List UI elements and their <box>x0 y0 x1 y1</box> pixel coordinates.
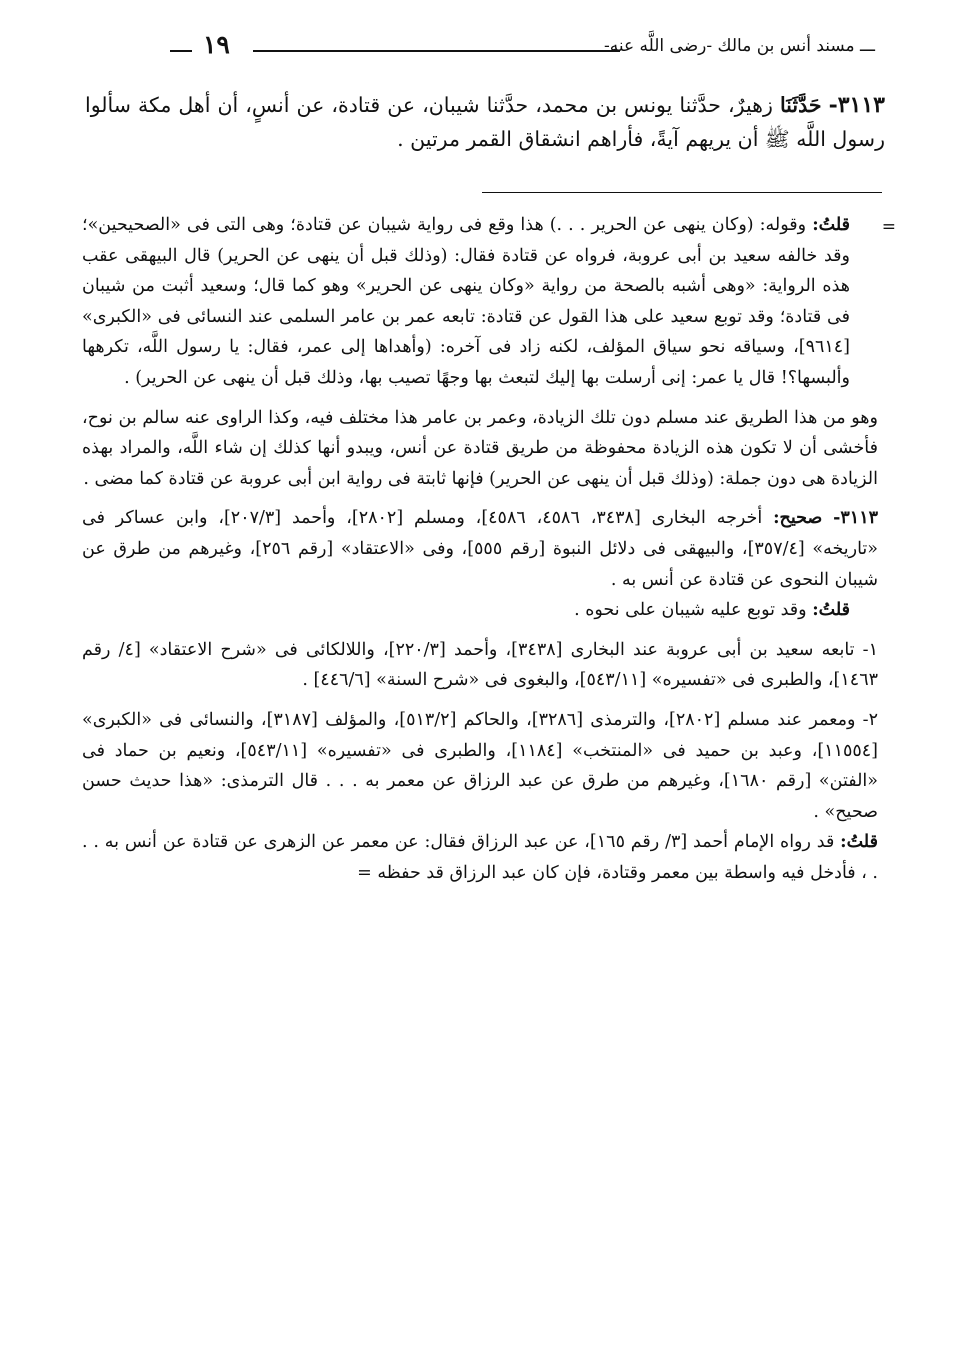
note-paragraph-4 <box>82 595 878 626</box>
header-dash <box>170 50 192 52</box>
hadith-body: زهيرٌ، حدَّثنا يونس بن محمد، حدَّثنا شيبان، عن قتادة، عن أنسٍ، أن أهل مكة سألوا رسول اللَّه ﷺ أن يريهم آيةً، فأراهم انشقاق القمر مرتين . <box>85 93 885 151</box>
takhrij-paragraph <box>82 503 878 595</box>
header-rule <box>253 50 620 52</box>
note-text: قد رواه الإمام أحمد [٣/ رقم ١٦٥]، عن عبد الرزاق فقال: عن معمر عن الزهرى عن قتادة عن أنس به . . . ، فأدخل فيه واسطة بين معمر وقتادة، فإن كان عبد الرزاق قد حفظه = <box>82 832 878 883</box>
hadith-number: ٣١١٣- <box>828 92 885 118</box>
running-header <box>85 30 875 66</box>
note-text: وقوله: (وكان ينهى عن الحرير . . .) هذا وقع فى رواية شيبان عن قتادة؛ وهى التى فى «الصحيحين»؛ وقد خالفه سعيد بن أبى عروبة، فرواه عن قتادة فقال: (وذلك قبل أن ينهى عن الحرير) قال البيهقى عقب هذه الرواية: «وهى أشبه بالصحة من رواية «وكان ينهى عن الحرير» وهو كما قال؛ وسعيد أثبت من شيبان فى قتادة؛ وقد توبع سعيد على هذا القول عن قتادة: تابعه عمر بن عامر السلمى عند النسائى فى «الكبرى» [٩٦١٤]، وسياقه نحو سياق المؤلف، لكنه زاد فى آخره: (وأهداها إلى عمر، فقال: يا رسول اللَّه، تكرهها وألبسها؟! قال يا عمر: إنى أرسلت بها إليك لتبعث بها وجهًا تصيب بها، وذلك قبل أن ينهى عن الحرير) . <box>82 215 850 388</box>
hadith-text <box>85 88 885 156</box>
continuation-marker: = <box>881 217 896 237</box>
note-paragraph-1 <box>82 210 878 394</box>
note-text: ٢- ومعمر عند مسلم [٢٨٠٢]، والترمذى [٣٢٨٦]، والحاكم [٥١٣/٢]، والمؤلف [٣١٨٧]، والنسائى فى «الكبرى» [١١٥٥٤]، وعبد بن حميد فى «المنتخب» [١١٨٤]، والطبرى فى «تفسيره» [٥٤٣/١١]، ونعيم بن حماد فى «الفتن» [رقم ١٦٨٠]، وغيرهم من طرق عن عبد الرزاق عن معمر به . . . قال الترمذى: «هذا حديث حسن صحيح» . <box>82 709 878 822</box>
header-title: ـــ مسند أنس بن مالك -رضى اللَّه عنه- <box>603 36 875 56</box>
note-paragraph-5 <box>82 635 878 696</box>
note-paragraph-6 <box>82 705 878 827</box>
takhrij-number: ٣١١٣- <box>833 508 878 529</box>
takhrij-text: أخرجه البخارى [٣٤٣٨، ٤٥٨٦، ٤٥٨٦]، ومسلم [٢٨٠٢]، وأحمد [٢٠٧/٣]، وابن عساكر فى «تاريخه» [٣٥٧/٤]، والبيهقى فى دلائل النبوة [رقم ٥٥٥]، وفى «الاعتقاد» [رقم ٢٥٦]، وغيرهم من طرق عن شيبان النحوى عن قتادة عن أنس به . <box>82 508 878 590</box>
page-number: ١٩ <box>203 30 230 59</box>
note-text: ١- تابعه سعيد بن أبى عروبة عند البخارى [٣٤٣٨]، وأحمد [٢٢٠/٣]، واللالكائى فى «شرح الاعتقاد» [٤/ رقم ١٤٦٣]، والطبرى فى «تفسيره» [٥٤٣/١١]، والبغوى فى «شرح السنة» [٤٤٦/٦] . <box>82 639 879 691</box>
note-text: وهو من هذا الطريق عند مسلم دون تلك الزيادة، وعمر بن عامر هذا مختلف فيه، وكذا الراوى عنه سالم بن نوح، فأخشى أن لا تكون هذه الزيادة محفوظة من طريق قتادة عن أنس، ويبدو أنها كذلك إن شاء اللَّه، والمراد بهذه الزيادة هى دون جملة: (وذلك قبل أن ينهى عن الحرير) فإنها ثابتة فى رواية ابن أبى عروبة عن قتادة كما مضى . <box>82 407 878 489</box>
note-label: قلتُ: <box>812 215 850 235</box>
note-label: قلتُ: <box>840 832 878 853</box>
hadith-narration-word: حَدَّثَنَا <box>779 93 822 117</box>
note-paragraph-7 <box>82 827 878 888</box>
footnotes <box>82 210 896 888</box>
note-text: وقد توبع عليه شيبان على نحوه . <box>574 600 807 621</box>
footnote-separator <box>482 192 882 193</box>
note-paragraph-2 <box>82 403 878 495</box>
grading-label: صحيح: <box>773 508 823 529</box>
note-label: قلتُ: <box>812 600 850 621</box>
